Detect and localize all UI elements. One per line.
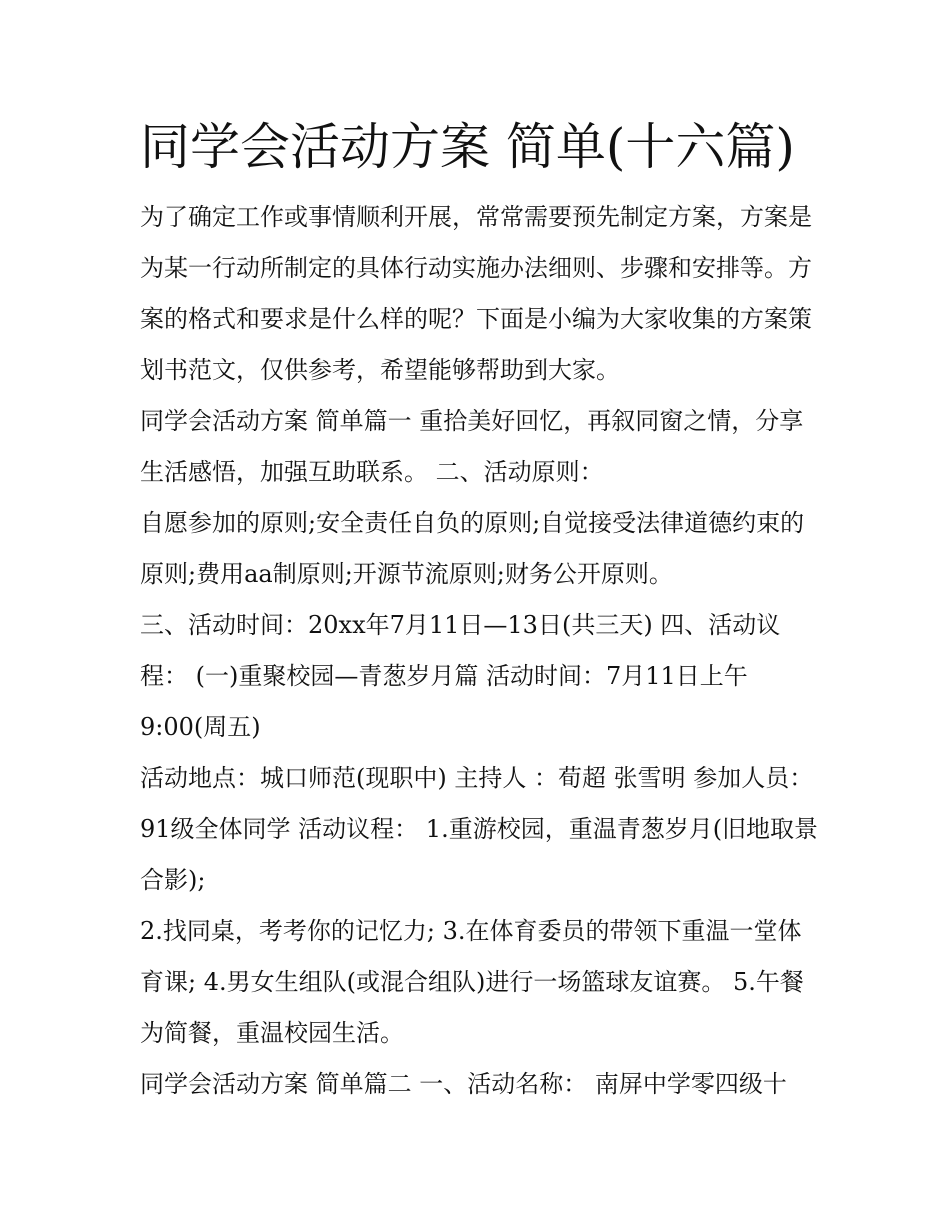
section-two-paragraph: 同学会活动方案 简单篇二 一、活动名称： 南屏中学零四级十 xyxy=(140,1070,787,1098)
section-one-paragraph: 同学会活动方案 简单篇一 重拾美好回忆，再叙同窗之情，分享生活感悟，加强互助联系。 二、活动原则： xyxy=(140,407,804,486)
document-page xyxy=(140,112,820,1110)
principles-paragraph: 自愿参加的原则;安全责任自负的原则;自觉接受法律道德约束的原则;费用aa制原则;开源节流原则;财务公开原则。 xyxy=(140,509,805,588)
schedule-paragraph: 三、活动时间：20xx年7月11日—13日(共三天) 四、活动议程： (一)重聚校园—青葱岁月篇 活动时间：7月11日上午9:00(周五) xyxy=(140,611,781,741)
location-paragraph: 活动地点：城口师范(现职中) 主持人 ：荀超 张雪明 参加人员：91级全体同学 活动议程： 1.重游校园，重温青葱岁月(旧地取景合影); xyxy=(140,764,819,894)
intro-paragraph: 为了确定工作或事情顺利开展，常常需要预先制定方案，方案是为某一行动所制定的具体行动实施办法细则、步骤和安排等。方案的格式和要求是什么样的呢？下面是小编为大家收集的方案策划书范文，仅供参考，希望能够帮助到大家。 xyxy=(140,203,812,384)
activities-paragraph: 2.找同桌，考考你的记忆力; 3.在体育委员的带领下重温一堂体育课; 4.男女生组队(或混合组队)进行一场篮球友谊赛。 5.午餐为简餐，重温校园生活。 xyxy=(140,917,804,1047)
document-title: 同学会活动方案 简单(十六篇) xyxy=(140,118,795,176)
